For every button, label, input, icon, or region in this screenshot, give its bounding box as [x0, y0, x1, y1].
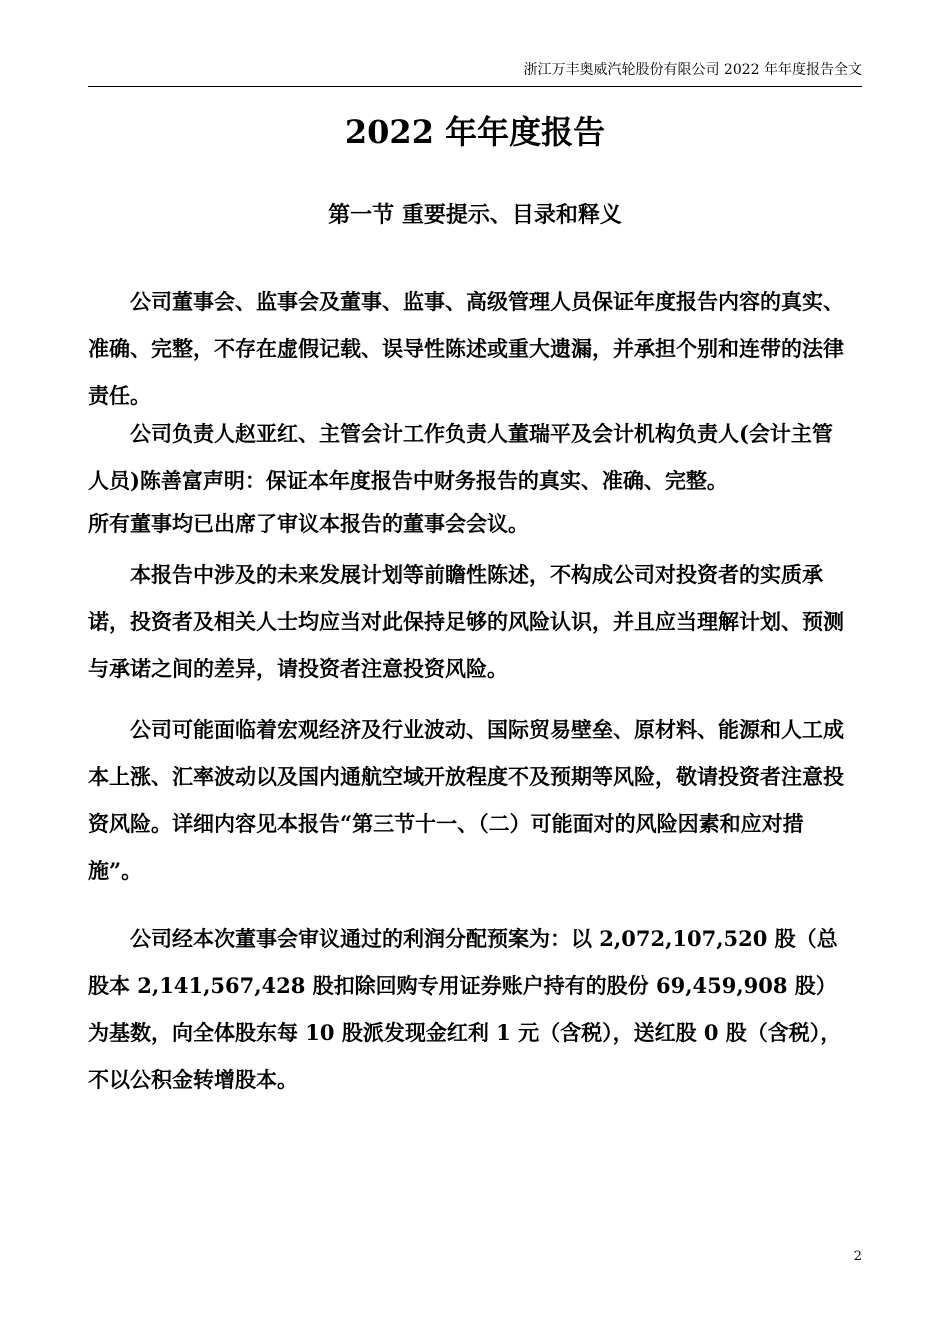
page-number: 2	[853, 1249, 862, 1264]
report-title: 2022 年年度报告	[344, 113, 606, 151]
paragraph-responsible-persons-declaration: 公司负责人赵亚红、主管会计工作负责人董瑞平及会计机构负责人(会计主管人员)陈善富声明：保证本年度报告中财务报告的真实、准确、完整。	[88, 421, 833, 493]
running-header: 浙江万丰奥威汽轮股份有限公司 2022 年年度报告全文	[88, 60, 862, 87]
paragraph-profit-distribution: 公司经本次董事会审议通过的利润分配预案为：以 2,072,107,520 股（总股本 2,141,567,428 股扣除回购专用证券账户持有的股份 69,459,908 股）为基数，向全体股东每 10 股派发现金红利 1 元（含税），送红股 0 股（含税），不以公积金转增股本。	[88, 926, 842, 1092]
paragraph-forward-looking-statement: 本报告中涉及的未来发展计划等前瞻性陈述，不构成公司对投资者的实质承诺，投资者及相关人士均应当对此保持足够的风险认识，并且应当理解计划、预测与承诺之间的差异，请投资者注意投资风险。	[88, 562, 844, 681]
paragraph-risk-warning: 公司可能面临着宏观经济及行业波动、国际贸易壁垒、原材料、能源和人工成本上涨、汇率波动以及国内通航空域开放程度不及预期等风险，敬请投资者注意投资风险。详细内容见本报告“第三节十一、（二）可能面对的风险因素和应对措施”。	[88, 717, 844, 883]
paragraph-responsibility-statement: 公司董事会、监事会及董事、监事、高级管理人员保证年度报告内容的真实、准确、完整，不存在虚假记载、误导性陈述或重大遗漏，并承担个别和连带的法律责任。	[88, 289, 844, 408]
paragraph-board-attendance: 所有董事均已出席了审议本报告的董事会会议。	[88, 511, 529, 536]
section-title: 第一节 重要提示、目录和释义	[328, 202, 622, 228]
